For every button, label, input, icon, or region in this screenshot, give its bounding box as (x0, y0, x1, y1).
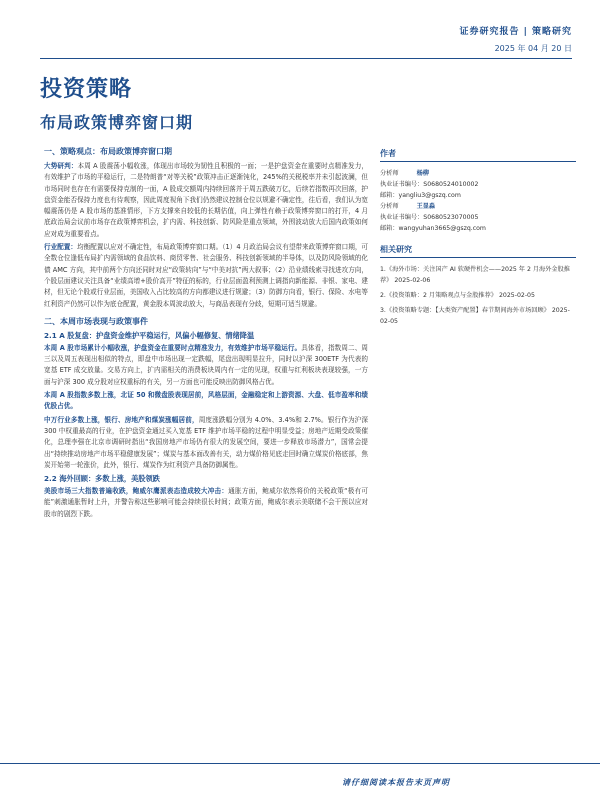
paragraph-a-share-review (44, 343, 368, 388)
sidebar (380, 148, 576, 331)
page-subtitle: 布局政策博弈窗口期 (40, 113, 194, 132)
related-research-heading: 相关研究 (380, 244, 576, 258)
author-email: 邮箱：yangliu3@gszq.com (380, 192, 461, 199)
footer (0, 764, 600, 800)
paragraph-lead: 美股市场三大指数普遍收跌，鲍威尔鹰派表态造成较大冲击： (44, 487, 229, 496)
author-2 (380, 201, 576, 234)
author-1 (380, 168, 576, 201)
paragraph-lead: 中万行业多数上涨，银行、房地产和煤炭涨幅居前， (44, 415, 199, 424)
author-cert: 执业证书编号：S0680524010002 (380, 181, 479, 188)
author-role: 分析师 (380, 203, 399, 210)
paragraph-body: 周度涨跌幅分别为 4.0%、3.4%和 2.7%。银行作为沪深 300 中权重最高的行业，在护盘资金通过买入宽基 ETF 维护市场平稳的过程中明显受益；房地产近期受政策催化，总理李强在北京市调研时指出“我国房地产市场仍有很大的发展空间，要进一步释放市场潜力”，国常会提出“持续推动房地产市场平稳健康发展”；煤炭与基本面改善有关，动力煤价格见底走回时确立煤炭价格底部，焦炭开始第一轮涨价，此外，银行、煤炭作为红利资产具备防御属性。 (44, 415, 368, 469)
report-date: 2025 年 04 月 20 日 (494, 44, 572, 53)
paragraph-body: 具体看，指数周二、周三以及周五表现出相似的特点，即盘中市场出现一定跌幅，尾盘出现明显拉升，同时以沪深 300ETF 为代表的宽基 ETF 成交放量。交易方向上，扩内需相关的消费板块周内有一定的见现，权重与红利板块表现较强，一方面与沪深 300 成分股对应权重标的有关，另一方面也可能反映出防御风格占优。 (44, 343, 368, 386)
author-name: 王显淼 (416, 203, 436, 210)
report-header (459, 24, 572, 54)
author-cert: 执业证书编号：S0680523070005 (380, 214, 479, 221)
paragraph-industry-review (44, 415, 368, 471)
paragraph-lead: 行业配置： (44, 243, 78, 252)
header-divider (40, 58, 572, 59)
paragraph-body: 均衡配置以应对不确定性，布局政策博弈窗口期。（1）4 月政治局会议有望带来政策博弈窗口期，可全数仓位逢低布局扩内需领域的食品饮料、商贸零售、社会服务、科技创新领域的半导体，以及防风险领域的化债 AMC 方向，其中前两个方向还同时对应“政策转向”与“中美对抗”两大叙事；（2）沿业绩线索寻找进攻方向，个股层面建议关注具备“业绩高增+股价高开”特征的标的，行业层面盈利预测上调指向新能源、非银、家电、建材，但无论个股或行业层面，美国收入占比较高的方向都建议进行规避；（3）防御方向看，银行、保险、水电等红利资产仍然可以作为底仓配置，黄金股本周波动放大，与商品表现有分歧，短期可适当规避。 (44, 243, 369, 308)
page-title: 投资策略 (40, 76, 133, 102)
paragraph-index-summary (44, 390, 368, 413)
paragraph-body: 本周 A 股震荡小幅收涨，体现出市场较为韧性且积极的一面；一是护盘资金在重要时点精准发力，有效维护了市场的平稳运行，二是特朗普“对等关税”政策冲击正逐渐钝化，245%的关税税率并未引起波澜，但市场同时也存在有需要保持克制的一面，A 股成交额周内持续回落并于周五跌破万亿，后续若指数再次回落，护盘资金能否保持力度也有待观察，因此周度视角下我们仍然建议控制仓位以规避不确定性，往后看，我们认为宽幅震荡仍是 A 股市场的基准情形，下方支撑来自较低的长期估值，向上弹性有赖于政策博弈窗口的打开，4 月底政治局会议前市场存在政策博弈机会，扩内需、科技创新、防风险是重点领域，外围波动放大后国内政策如何应对成为重要看点。 (44, 162, 368, 238)
footer-disclaimer: 请仔细阅读本报告末页声明 (342, 777, 450, 787)
author-email: 邮箱：wangyuhan3665@gszq.com (380, 225, 486, 232)
paragraph-body: 通胀方面，鲍威尔依然将价的关税政策“极有可能”刺激通胀暂时上升，并警告称这些影响可能会持续很长时间；政策方面，鲍威尔表示美联储不会干预以应对股市的剧烈下跌。 (44, 487, 369, 518)
paragraph-overseas-review (44, 486, 368, 520)
section-heading-1: 一、策略观点：布局政策博弈窗口期 (44, 147, 172, 156)
related-research-item[interactable]: 2.《投资策略：2 月策略观点与金股推荐》 2025-02-05 (380, 292, 535, 299)
related-research-item[interactable]: 3.《投资策略专题：【大类资产配置】春节期间海外市场回顾》 2025-02-05 (380, 307, 570, 325)
author-name: 杨柳 (416, 170, 429, 177)
paragraph-body: 本周 A 股指数多数上涨，北证 50 和微盘股表现居前，风格层面，金融稳定和上游资源、大盘、低市盈率和绩优股占优。 (44, 391, 368, 411)
paragraph-market-outlook (44, 161, 368, 240)
report-category: 证券研究报告 | 策略研究 (459, 27, 572, 37)
paragraph-lead: 本周 A 股市场累计小幅收涨，护盘资金在重要时点精准发力，有效维护市场平稳运行。 (44, 343, 302, 352)
authors-heading: 作者 (380, 148, 576, 162)
author-role: 分析师 (380, 170, 399, 177)
paragraph-lead: 大势研判： (44, 162, 78, 170)
section-heading-2: 二、本周市场表现与政策事件 (44, 316, 148, 326)
paragraph-industry-allocation (44, 242, 368, 310)
subsection-heading-2-1: 2.1 A 股复盘：护盘资金维护平稳运行，风偏小幅修复、情绪降温 (44, 330, 255, 340)
related-research-item[interactable]: 1.《海外市场：关注国产 AI 软硬件机会——2025 年 2 月海外金股推荐》 2025-02-06 (380, 266, 570, 284)
subsection-heading-2-2: 2.2 海外回顾：多数上涨，美股领跌 (44, 474, 160, 484)
main-content (44, 140, 368, 522)
